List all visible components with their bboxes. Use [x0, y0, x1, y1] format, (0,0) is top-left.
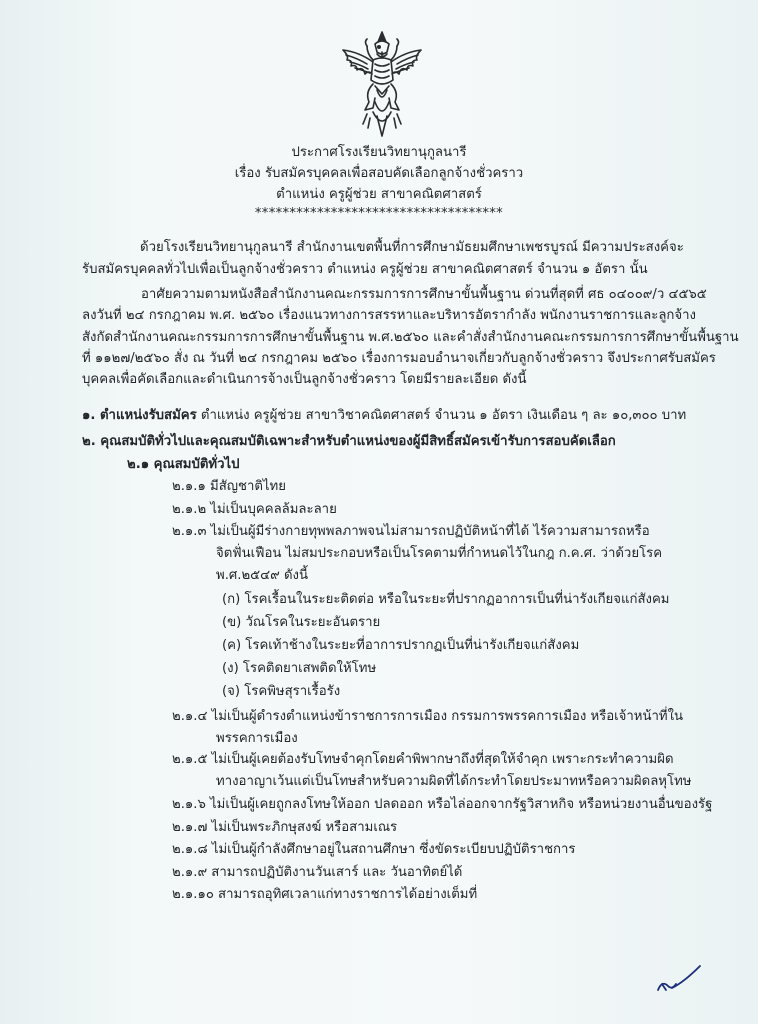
qualification-item: ๒.๑.๙ สามารถปฏิบัติงานวันเสาร์ และ วันอาทิตย์ได้ — [172, 865, 463, 880]
qualification-item: ๒.๑.๖ ไม่เป็นผู้เคยถูกลงโทษให้ออก ปลดออก หรือไล่ออกจากรัฐวิสาหกิจ หรือหน่วยงานอื่นของรัฐ — [172, 797, 713, 812]
qualification-item: ๒.๑.๔ ไม่เป็นผู้ดำรงตำแหน่งข้าราชการการเมือง กรรมการพรรคการเมือง หรือเจ้าหน้าที่ใน — [172, 709, 684, 724]
disease-item: (ข) วัณโรคในระยะอันตราย — [222, 615, 381, 630]
intro-paragraph-2-line-2: ลงวันที่ ๒๔ กรกฎาคม พ.ศ. ๒๕๖๐ เรื่องแนวทางการสรรหาและบริหารอัตรากำลัง พนักงานราชการและลูกจ้าง — [82, 308, 696, 323]
intro-paragraph-2-line-1: อาศัยความตามหนังสือสำนักงานคณะกรรมการการศึกษาขั้นพื้นฐาน ด่วนที่สุดที่ ศธ ๐๔๐๐๙/ว ๔๕๖๕ — [141, 287, 707, 302]
intro-paragraph-1-line-2: รับสมัครบุคคลทั่วไปเพื่อเป็นลูกจ้างชั่วคราว ตำแหน่ง ครูผู้ช่วย สาขาคณิตศาสตร์ จำนวน ๑ อัตรา นั้น — [82, 262, 648, 277]
announcement-title: ประกาศโรงเรียนวิทยานุกูลนารี — [291, 145, 467, 160]
intro-paragraph-2-line-5: บุคคลเพื่อคัดเลือกและดำเนินการจ้างเป็นลูกจ้างชั่วคราว โดยมีรายละเอียด ดังนี้ — [82, 372, 527, 387]
qualification-item: ๒.๑.๗ ไม่เป็นพระภิกษุสงฆ์ หรือสามเณร — [172, 820, 398, 835]
qualification-item-continuation: ทางอาญาเว้นแต่เป็นโทษสำหรับความผิดที่ได้กระทำโดยประมาทหรือความผิดลหุโทษ — [216, 774, 692, 789]
qualification-item: ๒.๑.๘ ไม่เป็นผู้กำลังศึกษาอยู่ในสถานศึกษา ซึ่งขัดระเบียบปฏิบัติราชการ — [172, 842, 576, 857]
intro-paragraph-1-line-1: ด้วยโรงเรียนวิทยานุกูลนารี สำนักงานเขตพื้นที่การศึกษามัธยมศึกษาเพชรบูรณ์ มีความประสงค์จะ — [140, 240, 684, 255]
section-1-text: ตำแหน่ง ครูผู้ช่วย สาขาวิชาคณิตศาสตร์ จำนวน ๑ อัตรา เงินเดือน ๆ ละ ๑๐,๓๐๐ บาท — [200, 408, 687, 423]
section-2-heading: ๒. คุณสมบัติทั่วไปและคุณสมบัติเฉพาะสำหรับตำแหน่งของผู้มีสิทธิ์สมัครเข้ารับการสอบคัดเลือก — [82, 434, 616, 449]
qualification-item: ๒.๑.๑๐ สามารถอุทิศเวลาแก่ทางราชการได้อย่างเต็มที่ — [172, 887, 478, 902]
qualification-item: ๒.๑.๑ มีสัญชาติไทย — [172, 479, 286, 494]
qualification-item-continuation: พรรคการเมือง — [216, 731, 298, 746]
section-1-heading: ๑. ตำแหน่งรับสมัคร — [82, 408, 197, 423]
qualification-item: ๒.๑.๒ ไม่เป็นบุคคลล้มละลาย — [172, 502, 337, 517]
qualification-item: ๒.๑.๓ ไม่เป็นผู้มีร่างกายทุพพลภาพจนไม่สามารถปฏิบัติหน้าที่ได้ ไร้ความสามารถหรือ — [172, 524, 650, 539]
intro-paragraph-2-line-4: ที่ ๑๑๒๗/๒๕๖๐ สั่ง ณ วันที่ ๒๔ กรกฎาคม ๒๕๖๐ เรื่องการมอบอำนาจเกี่ยวกับลูกจ้างชั่วคราว จึงประกาศรับสมัคร — [82, 351, 716, 366]
signature-mark — [648, 960, 708, 996]
announcement-position: ตำแหน่ง ครูผู้ช่วย สาขาคณิตศาสตร์ — [276, 187, 482, 202]
section-1 — [82, 406, 686, 426]
qualification-item-continuation: พ.ศ.๒๕๔๙ ดังนี้ — [216, 568, 308, 583]
disease-item: (จ) โรคพิษสุราเรื้อรัง — [222, 684, 341, 699]
intro-paragraph-2-line-3: สังกัดสำนักงานคณะกรรมการการศึกษาขั้นพื้นฐาน พ.ศ.๒๕๖๐ และคำสั่งสำนักงานคณะกรรมการการศึกษาขั้นพื้นฐาน — [82, 330, 739, 345]
announcement-subject: เรื่อง รับสมัครบุคคลเพื่อสอบคัดเลือกลูกจ้างชั่วคราว — [234, 166, 524, 181]
disease-item: (ค) โรคเท้าช้างในระยะที่อาการปรากฏเป็นที่น่ารังเกียจแก่สังคม — [222, 638, 580, 653]
qualification-item: ๒.๑.๕ ไม่เป็นผู้เคยต้องรับโทษจำคุกโดยคำพิพากษาถึงที่สุดให้จำคุก เพราะกระทำความผิด — [172, 752, 674, 767]
section-2-1-heading: ๒.๑ คุณสมบัติทั่วไป — [127, 457, 240, 472]
garuda-emblem-icon — [337, 30, 427, 138]
qualification-item-continuation: จิตฟั่นเฟือน ไม่สมประกอบหรือเป็นโรคตามที่กำหนดไว้ในกฎ ก.ค.ศ. ว่าด้วยโรค — [216, 546, 663, 561]
disease-item: (ง) โรคติดยาเสพติดให้โทษ — [222, 661, 377, 676]
disease-item: (ก) โรคเรื้อนในระยะติดต่อ หรือในระยะที่ปรากฏอาการเป็นที่น่ารังเกียจแก่สังคม — [222, 592, 670, 607]
separator-line: ************************************ — [254, 206, 504, 221]
